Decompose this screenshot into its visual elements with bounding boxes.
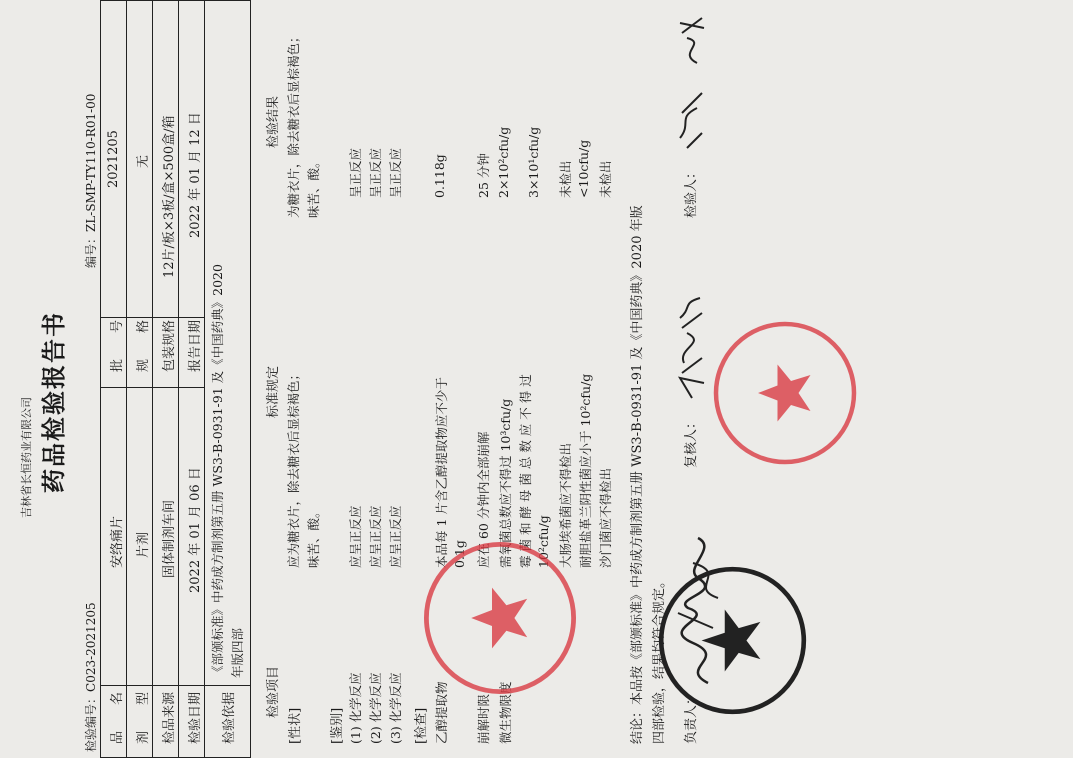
micro-standard-3: 10²cfu/g [536, 515, 551, 568]
head-label: 负责人： [684, 691, 699, 744]
spec-value: 无 [136, 154, 151, 168]
disintegration-item: 崩解时限 [476, 693, 491, 744]
inspector-label: 检验人： [684, 165, 699, 218]
micro-result-2: 3×10¹cfu/g [526, 126, 541, 198]
name-value: 安络痛片 [110, 515, 125, 568]
micro-result-5: 未检出 [598, 160, 613, 198]
conclusion-line1: 结论：本品按《部颁标准》中药成方制剂第五册 WS3-B-0931-91 及《中国药典》2020 年版 [630, 205, 645, 744]
micro-result-3: 未检出 [558, 160, 573, 198]
inspection-seal-stamp-1 [710, 318, 860, 468]
inspector-signature-1 [672, 83, 712, 153]
header-standard: 标准规定 [266, 365, 281, 418]
source-label: 检品来源 [162, 691, 177, 744]
micro-standard-5: 耐胆盐革兰阴性菌应小于 10²cfu/g [578, 373, 593, 568]
id2-standard: 应呈正反应 [368, 505, 383, 568]
date-value: 2022 年 01 月 06 日 [188, 467, 203, 593]
section-inspection: [检查] [414, 707, 429, 744]
basis-label: 检验依据 [222, 691, 237, 744]
inspector-signature-2 [672, 8, 712, 68]
micro-standard-4: 大肠埃希菌应不得检出 [558, 442, 573, 568]
company-name: 吉林省长恒药业有限公司 [20, 397, 33, 518]
name-label: 品 名 [110, 691, 125, 744]
basis-line2: 年版四部 [230, 627, 245, 678]
report-title: 药品检验报告书 [39, 311, 68, 493]
conclusion-line2: 四部检验，结果均符合规定。 [652, 574, 667, 744]
micro-result-4: <10cfu/g [576, 139, 591, 198]
extract-standard-2: 0.1g [452, 540, 467, 568]
document-code: 编号：ZL-SMP-TY110-R01-00 [84, 93, 98, 268]
pack-value: 12片/板×3板/盒×500盒/箱 [162, 115, 177, 278]
report-date-label: 报告日期 [188, 319, 203, 372]
basis-line1: 《部颁标准》中药成方制剂第五册 WS3-B-0931-91 及《中国药典》2020 [210, 264, 225, 678]
appearance-result-2: 味苦、酸。 [306, 155, 321, 218]
source-value: 固体制剂车间 [162, 499, 177, 578]
id3-standard: 应呈正反应 [388, 505, 403, 568]
id2-result: 呈正反应 [368, 147, 383, 198]
header-item: 检验项目 [266, 665, 281, 718]
extract-standard-1: 本品每 1 片含乙醇提取物应不少于 [434, 377, 449, 568]
section-identification: [鉴别] [330, 707, 345, 744]
batch-label: 批 号 [110, 319, 125, 372]
micro-standard-2: 霉 菌 和 酵 母 菌 总 数 应 不 得 过 [518, 374, 533, 568]
micro-standard-6: 沙门菌应不得检出 [598, 467, 613, 568]
form-label: 剂 型 [136, 691, 151, 744]
form-value: 片剂 [136, 531, 151, 558]
extract-item: 乙醇提取物 [434, 681, 449, 744]
reviewer-label: 复核人： [684, 415, 699, 468]
appearance-result-1: 为糖衣片，除去糖衣后显棕褐色； [286, 30, 301, 218]
id1-standard: 应呈正反应 [348, 505, 363, 568]
report-number: 检验编号：C023-2021205 [84, 602, 98, 752]
disintegration-result: 25 分钟 [476, 153, 491, 198]
id3-result: 呈正反应 [388, 147, 403, 198]
report-date-value: 2022 年 01 月 12 日 [188, 112, 203, 238]
batch-value: 2021205 [106, 130, 121, 188]
spec-label: 规 格 [136, 319, 151, 372]
company-seal-stamp [655, 563, 810, 718]
appearance-standard-2: 味苦、酸。 [306, 505, 321, 568]
id2-item: (2) 化学反应 [368, 672, 383, 744]
reviewer-signature [672, 293, 712, 403]
extract-result: 0.118g [432, 154, 447, 198]
id1-result: 呈正反应 [348, 147, 363, 198]
pack-label: 包装规格 [162, 319, 177, 372]
section-appearance: [性状] [288, 707, 303, 744]
date-label: 检验日期 [188, 691, 203, 744]
micro-standard-1: 需氧菌总数应不得过 10³cfu/g [498, 398, 513, 568]
appearance-standard-1: 应为糖衣片，除去糖衣后显棕褐色； [286, 367, 301, 568]
micro-result-1: 2×10²cfu/g [496, 126, 511, 198]
inspection-seal-stamp-2 [420, 538, 580, 698]
header-result: 检验结果 [266, 95, 281, 148]
id1-item: (1) 化学反应 [348, 672, 363, 744]
id3-item: (3) 化学反应 [388, 672, 403, 744]
micro-item: 微生物限度 [498, 681, 513, 744]
disintegration-standard: 应在 60 分钟内全部崩解 [476, 431, 491, 568]
